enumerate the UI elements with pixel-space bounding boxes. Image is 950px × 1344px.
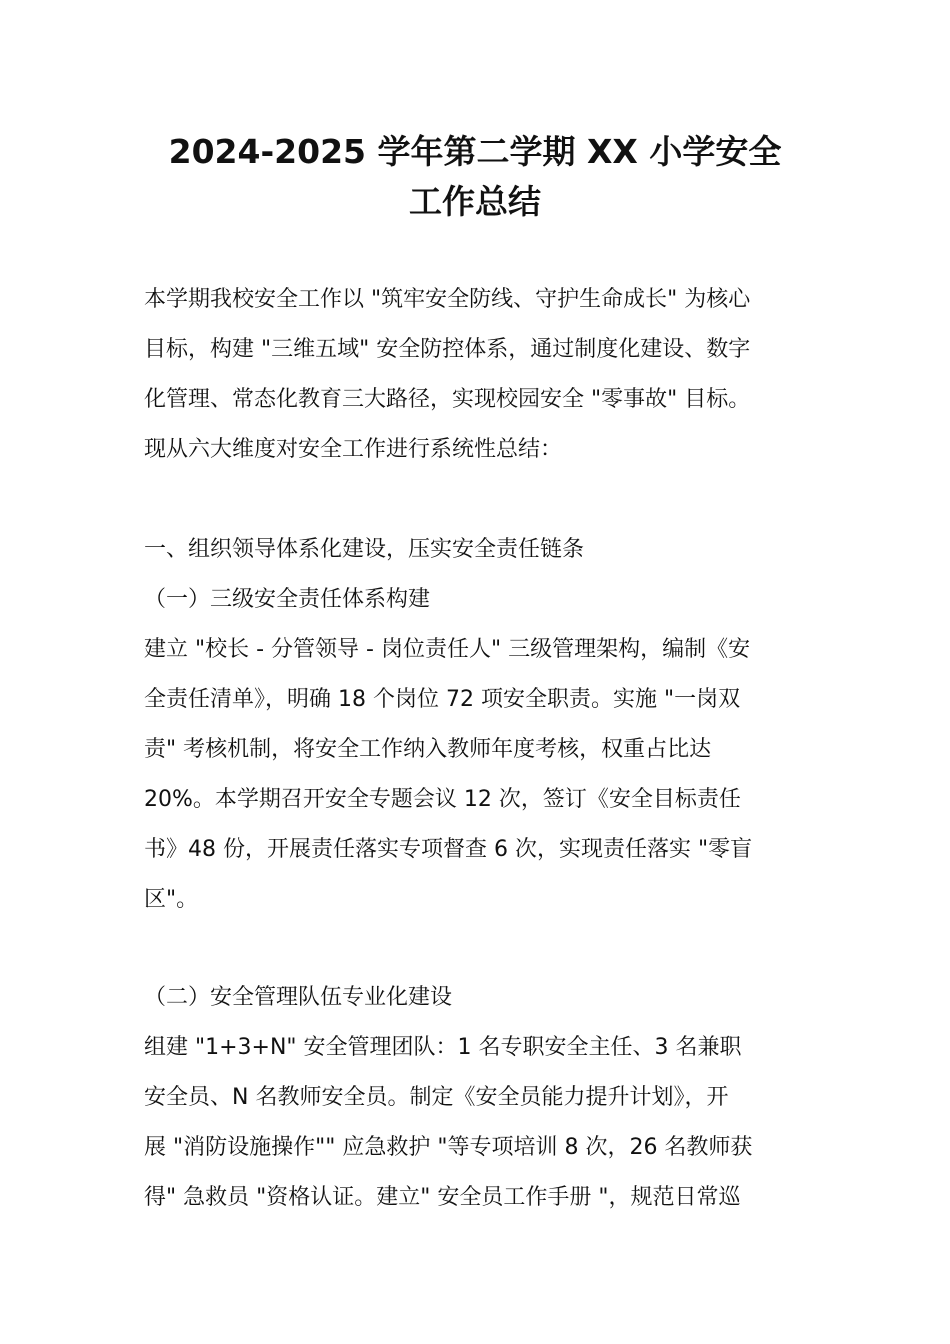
subsection-1-line-5: 书》48 份，开展责任落实专项督查 6 次，实现责任落实 "零盲 [144, 837, 753, 862]
subsection-1-line-1: 建立 "校长 - 分管领导 - 岗位责任人" 三级管理架构，编制《安 [144, 637, 751, 662]
subsection-1-line-2: 全责任清单》，明确 18 个岗位 72 项安全职责。实施 "一岗双 [144, 687, 741, 712]
intro-line-1: 本学期我校安全工作以 "筑牢安全防线、守护生命成长" 为核心 [144, 287, 751, 312]
subsection-1-line-4: 20%。本学期召开安全专题会议 12 次，签订《安全目标责任 [144, 787, 741, 812]
document-title-line-1: 2024-2025 学年第二学期 XX 小学安全 [168, 132, 782, 171]
subsection-2-line-4: 得" 急救员 "资格认证。建立" 安全员工作手册 "，规范日常巡 [144, 1185, 741, 1210]
subsection-2-line-2: 安全员、N 名教师安全员。制定《安全员能力提升计划》，开 [144, 1085, 729, 1110]
subsection-2-line-1: 组建 "1+3+N" 安全管理团队：1 名专职安全主任、3 名兼职 [144, 1035, 742, 1060]
subsection-1-line-3: 责" 考核机制，将安全工作纳入教师年度考核，权重占比达 [144, 737, 712, 762]
subsection-2-line-3: 展 "消防设施操作"" 应急救护 "等专项培训 8 次，26 名教师获 [144, 1135, 753, 1160]
intro-line-2: 目标，构建 "三维五域" 安全防控体系，通过制度化建设、数字 [144, 337, 751, 362]
document-title-line-2: 工作总结 [409, 182, 541, 221]
subsection-1-line-6: 区"。 [144, 887, 199, 912]
intro-line-3: 化管理、常态化教育三大路径，实现校园安全 "零事故" 目标。 [144, 387, 751, 412]
subsection-1-heading: （一）三级安全责任体系构建 [144, 587, 431, 612]
subsection-2-heading: （二）安全管理队伍专业化建设 [144, 985, 453, 1010]
intro-line-4: 现从六大维度对安全工作进行系统性总结： [144, 437, 563, 462]
section-1-heading: 一、组织领导体系化建设，压实安全责任链条 [144, 537, 585, 562]
